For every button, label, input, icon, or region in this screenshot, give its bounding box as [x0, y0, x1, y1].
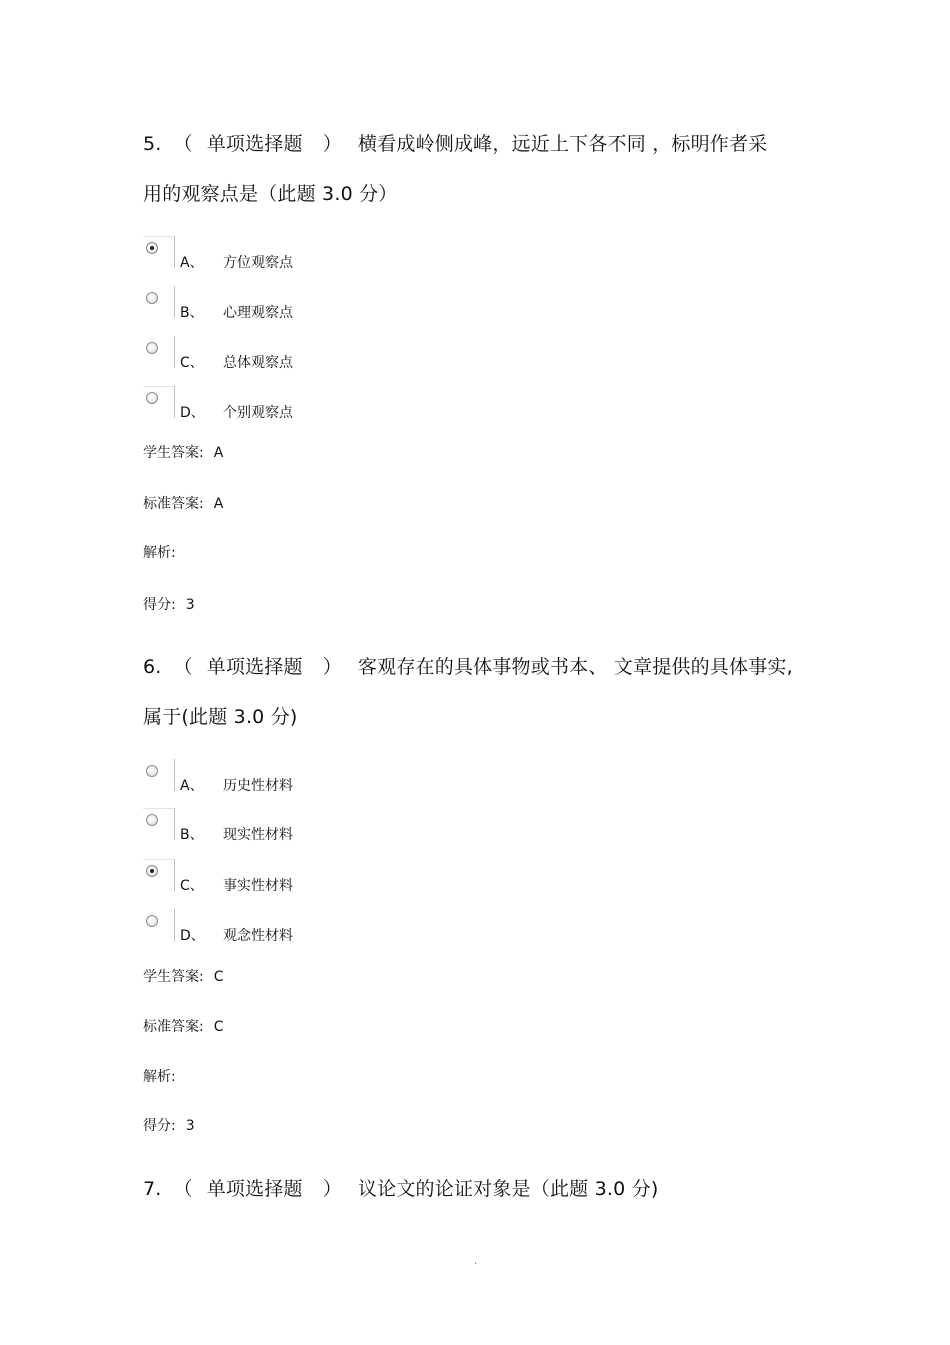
question-text-line-1: 客观存在的具体事物或书本、 文章提供的具体事实, [357, 656, 793, 678]
question-5-title [143, 132, 767, 156]
radio-button[interactable] [146, 242, 158, 254]
option-letter: A、 [180, 778, 204, 794]
question-6-title-cont [143, 705, 298, 729]
radio-button[interactable] [146, 292, 158, 304]
analysis [143, 1068, 176, 1086]
paren-open: （ [173, 1178, 193, 1200]
question-type: 单项选择题 [206, 133, 303, 155]
question-number: 7. [143, 1178, 162, 1200]
option-letter: C、 [180, 878, 204, 894]
question-text-line-1: 横看成岭侧成峰，远近上下各不同 ，标明作者采 [357, 133, 768, 155]
option-6-a[interactable] [143, 759, 443, 795]
paren-open: （ [173, 656, 193, 678]
option-text: 方位观察点 [223, 255, 293, 271]
student-answer [143, 444, 223, 462]
score-value: 3 [185, 1118, 195, 1134]
option-divider [174, 808, 175, 840]
option-text: 事实性材料 [223, 878, 293, 894]
question-number: 5. [143, 133, 162, 155]
paren-close: ） [322, 133, 342, 155]
option-6-b[interactable] [143, 808, 443, 844]
option-letter: A、 [180, 255, 204, 271]
score-label: 得分: [143, 597, 176, 613]
option-letter: B、 [180, 827, 204, 843]
option-divider [174, 386, 175, 418]
score-label: 得分: [143, 1118, 176, 1134]
radio-button[interactable] [146, 865, 158, 877]
score [143, 1117, 195, 1135]
analysis-label: 解析: [143, 1069, 176, 1085]
analysis [143, 544, 176, 562]
option-text: 个别观察点 [223, 405, 293, 421]
score-value: 3 [185, 597, 195, 613]
option-text: 总体观察点 [223, 355, 293, 371]
radio-button[interactable] [146, 765, 158, 777]
option-divider [174, 336, 175, 368]
option-6-d[interactable] [143, 909, 443, 945]
student-answer-value: A [213, 445, 224, 461]
option-letter: D、 [180, 928, 205, 944]
option-divider [174, 909, 175, 941]
standard-answer [143, 1018, 224, 1036]
option-divider [174, 236, 175, 268]
option-5-c[interactable] [143, 336, 443, 372]
radio-button[interactable] [146, 342, 158, 354]
question-text-line-2: 用的观察点是（此题 3.0 分） [143, 183, 398, 205]
question-type: 单项选择题 [206, 656, 303, 678]
standard-answer [143, 495, 223, 513]
option-frame [143, 386, 175, 387]
question-7-title [143, 1177, 658, 1201]
question-text-line-1: 议论文的论证对象是（此题 3.0 分) [357, 1178, 659, 1200]
analysis-label: 解析: [143, 545, 176, 561]
standard-answer-label: 标准答案: [143, 496, 204, 512]
question-type: 单项选择题 [206, 1178, 303, 1200]
option-divider [174, 286, 175, 318]
standard-answer-label: 标准答案: [143, 1019, 204, 1035]
student-answer-value: C [213, 969, 224, 985]
option-5-b[interactable] [143, 286, 443, 322]
option-5-d[interactable] [143, 386, 443, 422]
option-5-a[interactable] [143, 236, 443, 272]
option-divider [174, 859, 175, 891]
question-number: 6. [143, 656, 162, 678]
option-letter: C、 [180, 355, 204, 371]
option-frame [143, 808, 175, 809]
option-frame [143, 859, 175, 860]
paren-open: （ [173, 133, 193, 155]
student-answer-label: 学生答案: [143, 445, 204, 461]
standard-answer-value: A [213, 496, 224, 512]
option-text: 心理观察点 [223, 305, 293, 321]
paren-close: ） [322, 1178, 342, 1200]
option-text: 观念性材料 [223, 928, 293, 944]
page-footer-mark: . [474, 1256, 478, 1267]
option-frame [143, 236, 175, 237]
standard-answer-value: C [213, 1019, 224, 1035]
question-5-title-cont [143, 182, 398, 206]
option-text: 历史性材料 [223, 778, 293, 794]
option-divider [174, 759, 175, 791]
student-answer-label: 学生答案: [143, 969, 204, 985]
option-letter: D、 [180, 405, 205, 421]
radio-button[interactable] [146, 814, 158, 826]
question-6-title [143, 655, 793, 679]
radio-button[interactable] [146, 915, 158, 927]
option-6-c[interactable] [143, 859, 443, 895]
question-text-line-2: 属于(此题 3.0 分) [143, 706, 298, 728]
score [143, 596, 195, 614]
student-answer [143, 968, 224, 986]
paren-close: ） [322, 656, 342, 678]
option-letter: B、 [180, 305, 204, 321]
option-text: 现实性材料 [223, 827, 293, 843]
radio-button[interactable] [146, 392, 158, 404]
